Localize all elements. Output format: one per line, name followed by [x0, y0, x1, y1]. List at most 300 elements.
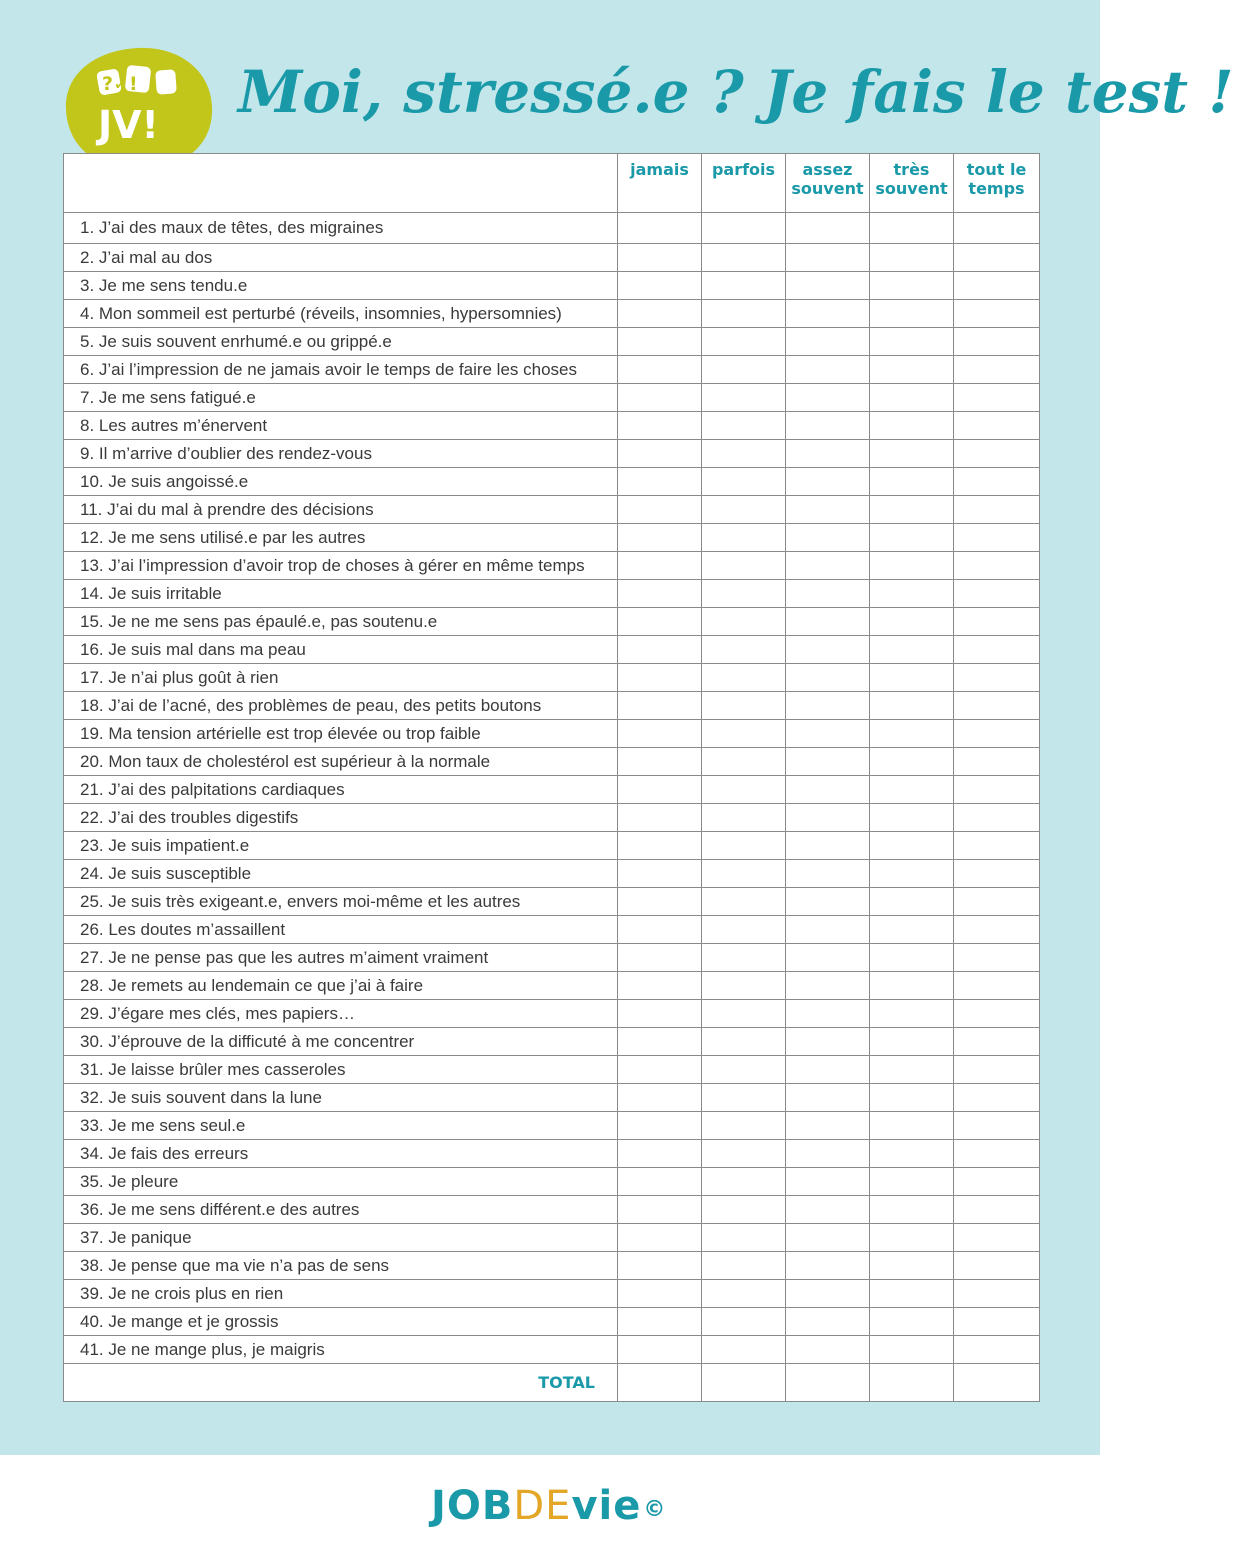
answer-cell-never[interactable] [618, 636, 702, 664]
answer-cell-never[interactable] [618, 244, 702, 272]
answer-cell-sometimes[interactable] [702, 1196, 786, 1224]
question-row [64, 720, 1040, 748]
answer-cell-very-often[interactable] [870, 468, 954, 496]
answer-cell-very-often[interactable] [870, 384, 954, 412]
answer-cell-sometimes[interactable] [702, 552, 786, 580]
answer-cell-never[interactable] [618, 272, 702, 300]
answer-cell-sometimes[interactable] [702, 1140, 786, 1168]
answer-cell-all-the-time[interactable] [954, 524, 1040, 552]
answer-cell-never[interactable] [618, 1196, 702, 1224]
answer-cell-very-often[interactable] [870, 1056, 954, 1084]
answer-cell-sometimes[interactable] [702, 412, 786, 440]
answer-cell-fairly-often[interactable] [786, 1028, 870, 1056]
answer-cell-all-the-time[interactable] [954, 1224, 1040, 1252]
answer-cell-sometimes[interactable] [702, 1308, 786, 1336]
answer-cell-sometimes[interactable] [702, 384, 786, 412]
answer-cell-fairly-often[interactable] [786, 524, 870, 552]
answer-cell-fairly-often[interactable] [786, 440, 870, 468]
answer-cell-all-the-time[interactable] [954, 1280, 1040, 1308]
question-row [64, 356, 1040, 384]
question-row [64, 1308, 1040, 1336]
answer-cell-sometimes[interactable] [702, 244, 786, 272]
answer-cell-all-the-time[interactable] [954, 1252, 1040, 1280]
answer-cell-fairly-often[interactable] [786, 804, 870, 832]
answer-cell-never[interactable] [618, 412, 702, 440]
answer-cell-fairly-often[interactable] [786, 213, 870, 244]
question-text: 20. Mon taux de cholestérol est supérieur à la normale [64, 748, 618, 776]
answer-cell-all-the-time[interactable] [954, 328, 1040, 356]
answer-cell-sometimes[interactable] [702, 524, 786, 552]
question-row [64, 300, 1040, 328]
answer-cell-very-often[interactable] [870, 776, 954, 804]
answer-cell-all-the-time[interactable] [954, 720, 1040, 748]
question-row [64, 692, 1040, 720]
answer-cell-never[interactable] [618, 860, 702, 888]
answer-cell-very-often[interactable] [870, 944, 954, 972]
answer-cell-sometimes[interactable] [702, 1224, 786, 1252]
column-header-never: jamais [618, 154, 702, 213]
total-cell-never[interactable] [618, 1364, 702, 1402]
answer-cell-fairly-often[interactable] [786, 1336, 870, 1364]
question-row [64, 832, 1040, 860]
question-text: 11. J’ai du mal à prendre des décisions [64, 496, 618, 524]
answer-cell-never[interactable] [618, 804, 702, 832]
answer-cell-all-the-time[interactable] [954, 972, 1040, 1000]
question-text: 1. J’ai des maux de têtes, des migraines [64, 213, 618, 244]
answer-cell-sometimes[interactable] [702, 356, 786, 384]
question-text: 29. J’égare mes clés, mes papiers… [64, 1000, 618, 1028]
question-text: 39. Je ne crois plus en rien [64, 1280, 618, 1308]
answer-cell-never[interactable] [618, 748, 702, 776]
answer-cell-all-the-time[interactable] [954, 213, 1040, 244]
answer-cell-very-often[interactable] [870, 300, 954, 328]
answer-cell-fairly-often[interactable] [786, 1280, 870, 1308]
answer-cell-sometimes[interactable] [702, 580, 786, 608]
answer-cell-never[interactable] [618, 300, 702, 328]
question-text: 26. Les doutes m’assaillent [64, 916, 618, 944]
answer-cell-sometimes[interactable] [702, 440, 786, 468]
question-row [64, 888, 1040, 916]
answer-cell-fairly-often[interactable] [786, 272, 870, 300]
column-header-sometimes: parfois [702, 154, 786, 213]
answer-cell-sometimes[interactable] [702, 832, 786, 860]
answer-cell-sometimes[interactable] [702, 664, 786, 692]
answer-cell-all-the-time[interactable] [954, 1168, 1040, 1196]
question-row [64, 1028, 1040, 1056]
question-text: 16. Je suis mal dans ma peau [64, 636, 618, 664]
question-row [64, 1224, 1040, 1252]
answer-cell-fairly-often[interactable] [786, 1196, 870, 1224]
answer-cell-very-often[interactable] [870, 972, 954, 1000]
question-text: 31. Je laisse brûler mes casseroles [64, 1056, 618, 1084]
answer-cell-very-often[interactable] [870, 580, 954, 608]
answer-cell-never[interactable] [618, 972, 702, 1000]
answer-cell-very-often[interactable] [870, 860, 954, 888]
answer-cell-sometimes[interactable] [702, 1168, 786, 1196]
answer-cell-never[interactable] [618, 1280, 702, 1308]
question-text: 27. Je ne pense pas que les autres m’aiment vraiment [64, 944, 618, 972]
answer-cell-very-often[interactable] [870, 1196, 954, 1224]
question-text: 14. Je suis irritable [64, 580, 618, 608]
answer-cell-all-the-time[interactable] [954, 888, 1040, 916]
answer-cell-all-the-time[interactable] [954, 916, 1040, 944]
answer-cell-fairly-often[interactable] [786, 664, 870, 692]
answer-cell-sometimes[interactable] [702, 1000, 786, 1028]
answer-cell-sometimes[interactable] [702, 1028, 786, 1056]
answer-cell-all-the-time[interactable] [954, 272, 1040, 300]
answer-cell-all-the-time[interactable] [954, 692, 1040, 720]
answer-cell-sometimes[interactable] [702, 496, 786, 524]
answer-cell-never[interactable] [618, 888, 702, 916]
answer-cell-very-often[interactable] [870, 1000, 954, 1028]
answer-cell-sometimes[interactable] [702, 776, 786, 804]
answer-cell-never[interactable] [618, 1252, 702, 1280]
answer-cell-fairly-often[interactable] [786, 636, 870, 664]
question-row [64, 1056, 1040, 1084]
answer-cell-very-often[interactable] [870, 328, 954, 356]
answer-cell-fairly-often[interactable] [786, 944, 870, 972]
total-cell-all-the-time[interactable] [954, 1364, 1040, 1402]
answer-cell-fairly-often[interactable] [786, 300, 870, 328]
question-text: 24. Je suis susceptible [64, 860, 618, 888]
answer-cell-sometimes[interactable] [702, 972, 786, 1000]
question-text: 37. Je panique [64, 1224, 618, 1252]
answer-cell-never[interactable] [618, 580, 702, 608]
question-text: 23. Je suis impatient.e [64, 832, 618, 860]
answer-cell-fairly-often[interactable] [786, 720, 870, 748]
answer-cell-never[interactable] [618, 776, 702, 804]
question-row [64, 776, 1040, 804]
answer-cell-never[interactable] [618, 356, 702, 384]
answer-cell-all-the-time[interactable] [954, 496, 1040, 524]
answer-cell-fairly-often[interactable] [786, 776, 870, 804]
answer-cell-all-the-time[interactable] [954, 1084, 1040, 1112]
answer-cell-all-the-time[interactable] [954, 664, 1040, 692]
answer-cell-very-often[interactable] [870, 213, 954, 244]
answer-cell-sometimes[interactable] [702, 608, 786, 636]
question-text: 7. Je me sens fatigué.e [64, 384, 618, 412]
column-header-fairly-often: assez souvent [786, 154, 870, 213]
question-text: 9. Il m’arrive d’oublier des rendez-vous [64, 440, 618, 468]
answer-cell-all-the-time[interactable] [954, 412, 1040, 440]
answer-cell-very-often[interactable] [870, 496, 954, 524]
answer-cell-very-often[interactable] [870, 748, 954, 776]
answer-cell-never[interactable] [618, 384, 702, 412]
answer-cell-never[interactable] [618, 1224, 702, 1252]
question-row [64, 972, 1040, 1000]
answer-cell-fairly-often[interactable] [786, 1252, 870, 1280]
logo-part-de: DE [513, 1483, 572, 1529]
answer-cell-very-often[interactable] [870, 244, 954, 272]
answer-cell-very-often[interactable] [870, 1168, 954, 1196]
badge-initials: JV! [98, 103, 159, 147]
answer-cell-very-often[interactable] [870, 1336, 954, 1364]
jobdevie-logo [431, 1478, 666, 1534]
answer-cell-very-often[interactable] [870, 888, 954, 916]
answer-cell-fairly-often[interactable] [786, 1000, 870, 1028]
question-row [64, 244, 1040, 272]
answer-cell-sometimes[interactable] [702, 720, 786, 748]
answer-cell-fairly-often[interactable] [786, 1112, 870, 1140]
answer-cell-fairly-often[interactable] [786, 692, 870, 720]
answer-cell-never[interactable] [618, 1000, 702, 1028]
question-text: 5. Je suis souvent enrhumé.e ou grippé.e [64, 328, 618, 356]
answer-cell-fairly-often[interactable] [786, 888, 870, 916]
question-row [64, 916, 1040, 944]
answer-cell-very-often[interactable] [870, 720, 954, 748]
question-text: 30. J’éprouve de la difficuté à me concentrer [64, 1028, 618, 1056]
answer-cell-very-often[interactable] [870, 440, 954, 468]
question-text: 8. Les autres m’énervent [64, 412, 618, 440]
answer-cell-fairly-often[interactable] [786, 1140, 870, 1168]
answer-cell-all-the-time[interactable] [954, 1308, 1040, 1336]
answer-cell-very-often[interactable] [870, 1140, 954, 1168]
answer-cell-never[interactable] [618, 916, 702, 944]
answer-cell-all-the-time[interactable] [954, 440, 1040, 468]
logo-part-job: JOB [431, 1483, 514, 1529]
answer-cell-never[interactable] [618, 1140, 702, 1168]
total-cell-very-often[interactable] [870, 1364, 954, 1402]
answer-cell-sometimes[interactable] [702, 272, 786, 300]
answer-cell-never[interactable] [618, 692, 702, 720]
answer-cell-sometimes[interactable] [702, 300, 786, 328]
answer-cell-fairly-often[interactable] [786, 496, 870, 524]
answer-cell-never[interactable] [618, 328, 702, 356]
answer-cell-sometimes[interactable] [702, 692, 786, 720]
answer-cell-very-often[interactable] [870, 1308, 954, 1336]
answer-cell-all-the-time[interactable] [954, 776, 1040, 804]
question-text: 10. Je suis angoissé.e [64, 468, 618, 496]
answer-cell-fairly-often[interactable] [786, 328, 870, 356]
question-row [64, 328, 1040, 356]
question-row [64, 860, 1040, 888]
question-text: 34. Je fais des erreurs [64, 1140, 618, 1168]
answer-cell-all-the-time[interactable] [954, 1140, 1040, 1168]
answer-cell-very-often[interactable] [870, 524, 954, 552]
answer-cell-all-the-time[interactable] [954, 636, 1040, 664]
answer-cell-very-often[interactable] [870, 608, 954, 636]
answer-cell-never[interactable] [618, 552, 702, 580]
answer-cell-fairly-often[interactable] [786, 1224, 870, 1252]
question-row [64, 1252, 1040, 1280]
page-title: Moi, stressé.e ? Je fais le test ! [238, 58, 1234, 126]
answer-cell-sometimes[interactable] [702, 468, 786, 496]
answer-cell-all-the-time[interactable] [954, 1056, 1040, 1084]
answer-cell-sometimes[interactable] [702, 213, 786, 244]
question-text: 33. Je me sens seul.e [64, 1112, 618, 1140]
answer-cell-very-often[interactable] [870, 916, 954, 944]
answer-cell-sometimes[interactable] [702, 328, 786, 356]
answer-cell-never[interactable] [618, 1336, 702, 1364]
answer-cell-very-often[interactable] [870, 412, 954, 440]
question-text: 40. Je mange et je grossis [64, 1308, 618, 1336]
question-row [64, 1000, 1040, 1028]
question-text: 21. J’ai des palpitations cardiaques [64, 776, 618, 804]
answer-cell-all-the-time[interactable] [954, 1028, 1040, 1056]
question-text: 32. Je suis souvent dans la lune [64, 1084, 618, 1112]
answer-cell-never[interactable] [618, 1056, 702, 1084]
answer-cell-all-the-time[interactable] [954, 552, 1040, 580]
question-text: 41. Je ne mange plus, je maigris [64, 1336, 618, 1364]
answer-cell-never[interactable] [618, 1308, 702, 1336]
question-text: 2. J’ai mal au dos [64, 244, 618, 272]
question-row [64, 1112, 1040, 1140]
answer-cell-all-the-time[interactable] [954, 1000, 1040, 1028]
question-text: 6. J’ai l’impression de ne jamais avoir le temps de faire les choses [64, 356, 618, 384]
answer-cell-never[interactable] [618, 468, 702, 496]
answer-cell-sometimes[interactable] [702, 1252, 786, 1280]
answer-cell-very-often[interactable] [870, 804, 954, 832]
answer-cell-very-often[interactable] [870, 1252, 954, 1280]
answer-cell-all-the-time[interactable] [954, 832, 1040, 860]
answer-cell-fairly-often[interactable] [786, 832, 870, 860]
total-cell-fairly-often[interactable] [786, 1364, 870, 1402]
answer-cell-never[interactable] [618, 1028, 702, 1056]
answer-cell-sometimes[interactable] [702, 1112, 786, 1140]
answer-cell-fairly-often[interactable] [786, 356, 870, 384]
question-row [64, 664, 1040, 692]
question-row [64, 1084, 1040, 1112]
answer-cell-sometimes[interactable] [702, 1056, 786, 1084]
answer-cell-very-often[interactable] [870, 272, 954, 300]
question-row [64, 748, 1040, 776]
answer-cell-all-the-time[interactable] [954, 244, 1040, 272]
question-row [64, 1336, 1040, 1364]
answer-cell-sometimes[interactable] [702, 916, 786, 944]
question-text: 13. J’ai l’impression d’avoir trop de choses à gérer en même temps [64, 552, 618, 580]
answer-cell-sometimes[interactable] [702, 860, 786, 888]
total-row [64, 1364, 1040, 1402]
question-row [64, 1168, 1040, 1196]
answer-cell-fairly-often[interactable] [786, 1084, 870, 1112]
question-text: 35. Je pleure [64, 1168, 618, 1196]
question-row [64, 496, 1040, 524]
answer-cell-all-the-time[interactable] [954, 1196, 1040, 1224]
answer-cell-very-often[interactable] [870, 356, 954, 384]
answer-cell-all-the-time[interactable] [954, 300, 1040, 328]
total-label: TOTAL [64, 1364, 618, 1402]
copyright-mark: © [643, 1497, 667, 1522]
question-row [64, 440, 1040, 468]
column-header-all-the-time: tout le temps [954, 154, 1040, 213]
answer-cell-fairly-often[interactable] [786, 244, 870, 272]
answer-cell-all-the-time[interactable] [954, 860, 1040, 888]
answer-cell-fairly-often[interactable] [786, 1308, 870, 1336]
answer-cell-sometimes[interactable] [702, 1084, 786, 1112]
answer-cell-never[interactable] [618, 440, 702, 468]
question-text: 22. J’ai des troubles digestifs [64, 804, 618, 832]
question-row [64, 804, 1040, 832]
question-row [64, 636, 1040, 664]
answer-cell-fairly-often[interactable] [786, 748, 870, 776]
answer-cell-very-often[interactable] [870, 636, 954, 664]
answer-cell-very-often[interactable] [870, 552, 954, 580]
answer-cell-fairly-often[interactable] [786, 1168, 870, 1196]
answer-cell-never[interactable] [618, 664, 702, 692]
answer-cell-all-the-time[interactable] [954, 608, 1040, 636]
answer-cell-never[interactable] [618, 496, 702, 524]
answer-cell-sometimes[interactable] [702, 1336, 786, 1364]
question-text: 12. Je me sens utilisé.e par les autres [64, 524, 618, 552]
answer-cell-fairly-often[interactable] [786, 916, 870, 944]
question-text: 38. Je pense que ma vie n’a pas de sens [64, 1252, 618, 1280]
answer-cell-never[interactable] [618, 1084, 702, 1112]
answer-cell-never[interactable] [618, 1168, 702, 1196]
question-row [64, 272, 1040, 300]
header-row [64, 154, 1040, 213]
answer-cell-all-the-time[interactable] [954, 1112, 1040, 1140]
question-row [64, 468, 1040, 496]
question-row [64, 1196, 1040, 1224]
answer-cell-all-the-time[interactable] [954, 356, 1040, 384]
question-row [64, 1280, 1040, 1308]
question-row [64, 580, 1040, 608]
answer-cell-all-the-time[interactable] [954, 580, 1040, 608]
answer-cell-sometimes[interactable] [702, 888, 786, 916]
answer-cell-fairly-often[interactable] [786, 1056, 870, 1084]
answer-cell-fairly-often[interactable] [786, 552, 870, 580]
answer-cell-never[interactable] [618, 720, 702, 748]
answer-cell-all-the-time[interactable] [954, 944, 1040, 972]
answer-cell-all-the-time[interactable] [954, 384, 1040, 412]
answer-cell-all-the-time[interactable] [954, 1336, 1040, 1364]
question-text: 4. Mon sommeil est perturbé (réveils, insomnies, hypersomnies) [64, 300, 618, 328]
question-text: 28. Je remets au lendemain ce que j’ai à faire [64, 972, 618, 1000]
answer-cell-never[interactable] [618, 1112, 702, 1140]
answer-cell-fairly-often[interactable] [786, 468, 870, 496]
answer-cell-sometimes[interactable] [702, 636, 786, 664]
question-text: 25. Je suis très exigeant.e, envers moi-même et les autres [64, 888, 618, 916]
question-text: 19. Ma tension artérielle est trop élevée ou trop faible [64, 720, 618, 748]
question-text: 3. Je me sens tendu.e [64, 272, 618, 300]
answer-cell-very-often[interactable] [870, 692, 954, 720]
logo-part-vie: vie [571, 1483, 642, 1529]
question-row [64, 384, 1040, 412]
answer-cell-very-often[interactable] [870, 664, 954, 692]
answer-cell-never[interactable] [618, 213, 702, 244]
answer-cell-fairly-often[interactable] [786, 860, 870, 888]
question-row [64, 213, 1040, 244]
answer-cell-never[interactable] [618, 832, 702, 860]
answer-cell-fairly-often[interactable] [786, 412, 870, 440]
answer-cell-very-often[interactable] [870, 832, 954, 860]
answer-cell-sometimes[interactable] [702, 944, 786, 972]
answer-cell-fairly-often[interactable] [786, 608, 870, 636]
answer-cell-sometimes[interactable] [702, 804, 786, 832]
total-cell-sometimes[interactable] [702, 1364, 786, 1402]
answer-cell-never[interactable] [618, 524, 702, 552]
answer-cell-very-often[interactable] [870, 1224, 954, 1252]
answer-cell-very-often[interactable] [870, 1112, 954, 1140]
answer-cell-fairly-often[interactable] [786, 972, 870, 1000]
question-row [64, 524, 1040, 552]
answer-cell-fairly-often[interactable] [786, 384, 870, 412]
question-text: 18. J’ai de l’acné, des problèmes de peau, des petits boutons [64, 692, 618, 720]
answer-cell-all-the-time[interactable] [954, 748, 1040, 776]
question-text: 17. Je n’ai plus goût à rien [64, 664, 618, 692]
answer-cell-fairly-often[interactable] [786, 580, 870, 608]
answer-cell-sometimes[interactable] [702, 748, 786, 776]
answer-cell-sometimes[interactable] [702, 1280, 786, 1308]
badge-symbols: ?✓! [102, 73, 138, 95]
answer-cell-very-often[interactable] [870, 1280, 954, 1308]
answer-cell-very-often[interactable] [870, 1028, 954, 1056]
answer-cell-never[interactable] [618, 944, 702, 972]
answer-cell-all-the-time[interactable] [954, 804, 1040, 832]
answer-cell-never[interactable] [618, 608, 702, 636]
answer-cell-very-often[interactable] [870, 1084, 954, 1112]
answer-cell-all-the-time[interactable] [954, 468, 1040, 496]
